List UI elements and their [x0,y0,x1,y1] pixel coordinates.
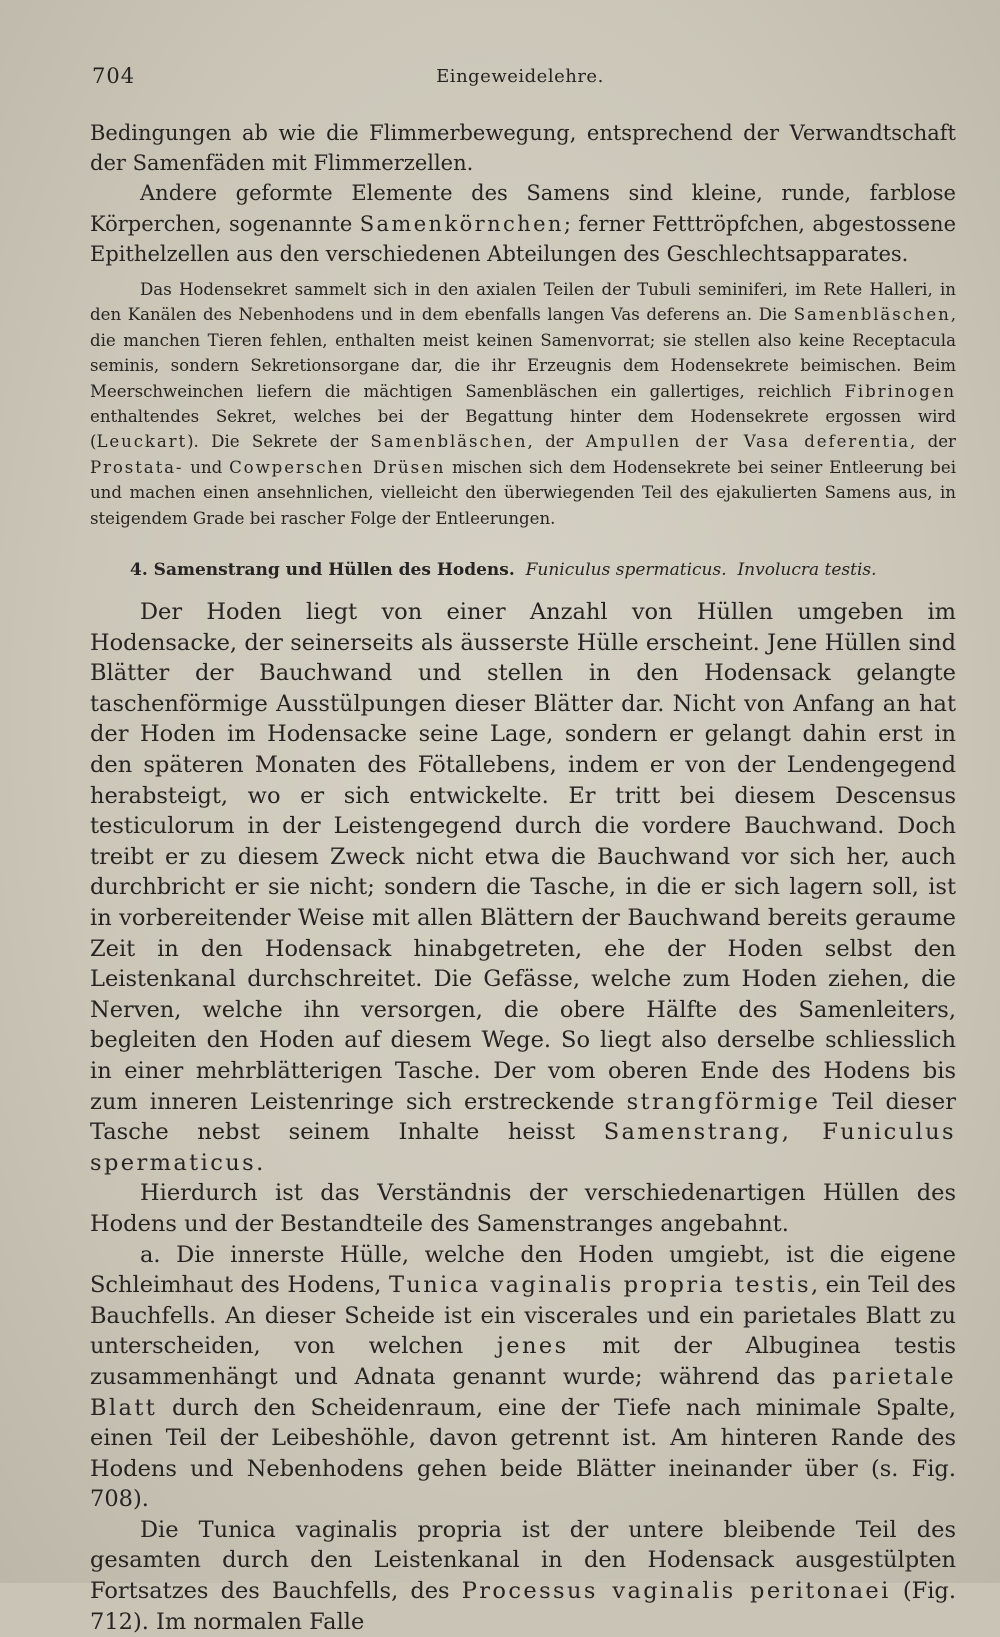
spaced-term: Samenbläschen [370,432,528,452]
running-head: Eingeweidelehre. [436,66,604,87]
spaced-term: jenes [496,1333,569,1360]
section-heading [90,557,956,583]
page-number: 704 [92,64,136,88]
spaced-term: Tunica vaginalis propria testis [388,1272,811,1299]
paragraph-continuation: Bedingungen ab wie die Flimmerbewegung, entsprechend der Verwandtschaft der Samenfäden mit Flimmerzellen. [90,121,956,176]
spaced-term: strangförmige [626,1088,821,1115]
paragraph-samenkoernchen: Andere geformte Elemente des Samens sind kleine, runde, farblose Körperchen, sogenannte Samenkörnchen; ferner Fetttröpfchen, abgestossene Epithelzellen aus den verschiedenen Abteilungen des Geschlechtsapparates. [90,181,956,266]
spaced-term: Leuckart [96,432,188,452]
paragraph-processus-vaginalis: Die Tunica vaginalis propria ist der untere bleibende Teil des gesamten durch den Leistenkanal in den Hodensack ausgestülpten Fortsatzes des Bauchfells, des Processus vaginalis peritonaei (Fig. 712). Im normalen Falle [90,1516,956,1635]
page-body [90,118,956,1637]
spaced-term: Samenkörnchen [359,211,564,236]
spaced-term: Fibrinogen [844,381,956,401]
spaced-term: Samenbläschen [793,305,951,325]
spaced-term: Samenstrang, Funiculus spermaticus [90,1119,956,1176]
section-latin-b: Involucra testis. [737,560,877,581]
small-print-paragraph: Das Hodensekret sammelt sich in den axialen Teilen der Tubuli seminiferi, im Rete Halleri, in den Kanälen des Nebenhodens und in dem ebenfalls langen Vas deferens an. Die Samenbläschen, die manchen Tieren fehlen, enthalten meist keinen Samenvorrat; sie stellen also keine Receptacula seminis, sondern Sekretionsorgane dar, die ihr Erzeugnis dem Hodensekrete beimischen. Beim Meerschweinchen liefern die mächtigen Samenbläschen ein gallertiges, reichlich Fibrinogen enthaltendes Sekret, welches bei der Begattung hinter dem Hodensekrete ergossen wird (Leuckart). Die Sekrete der Samenbläschen, der Ampullen der Vasa deferentia, der Prostata- und Cowperschen Drüsen mischen sich dem Hodensekrete bei seiner Entleerung bei und machen einen ansehnlichen, vielleicht den überwiegenden Teil des ejakulierten Samens aus, in steigendem Grade bei rascher Folge der Entleerungen. [90,280,957,528]
spaced-term: Cowperschen Drüsen [229,457,446,477]
paragraph-huellen: Der Hoden liegt von einer Anzahl von Hüllen umgeben im Hodensacke, der seinerseits als äusserste Hülle erscheint. Jene Hüllen sind Blätter der Bauchwand und stellen in den Hodensack gelangte taschenförmige Ausstülpungen dieser Blätter dar. Nicht von Anfang an hat der Hoden im Hodensacke seine Lage, sondern er gelangt dahin erst in den späteren Monaten des Fötallebens, indem er von der Lendengegend herabsteigt, wo er sich entwickelte. Er tritt bei diesem Descensus testiculorum in der Leistengegend durch die vordere Bauchwand. Doch treibt er zu diesem Zweck nicht etwa die Bauchwand vor sich her, auch durchbricht er sie nicht; sondern die Tasche, in die er sich lagern soll, ist in vorbereitender Weise mit allen Blättern der Bauchwand bereits geraume Zeit in den Hodensack hinabgetreten, ehe der Hoden selbst den Leistenkanal durchschreitet. Die Gefässe, welche zum Hoden ziehen, die Nerven, welche ihn versorgen, die obere Hälfte des Samenleiters, begleiten den Hoden auf diesem Wege. So liegt also derselbe schliesslich in einer mehrblätterigen Tasche. Der vom oberen Ende des Hodens bis zum inneren Leistenringe sich erstreckende strangförmige Teil dieser Tasche nebst seinem Inhalte heisst Samenstrang, Funiculus spermaticus. [90,599,956,1176]
spaced-term: Ampullen der Vasa deferentia [585,432,910,452]
section-title: 4. Samenstrang und Hüllen des Hodens. [130,560,515,581]
paragraph-verstaendnis: Hierdurch ist das Verständnis der verschiedenartigen Hüllen des Hodens und der Bestandteile des Samenstranges angebahnt. [90,1180,956,1237]
spaced-term: Processus vaginalis peritonaei [461,1578,891,1605]
paragraph-tunica-vaginalis: a. Die innerste Hülle, welche den Hoden umgiebt, ist die eigene Schleimhaut des Hodens, Tunica vaginalis propria testis, ein Teil des Bauchfells. An dieser Scheide ist ein viscerales und ein parietales Blatt zu unterscheiden, von welchen jenes mit der Albuginea testis zusammenhängt und Adnata genannt wurde; während das parietale Blatt durch den Scheidenraum, eine der Tiefe nach minimale Spalte, einen Teil der Leibeshöhle, davon getrennt ist. Am hinteren Rande des Hodens und Nebenhodens gehen beide Blätter ineinander über (s. Fig. 708). [90,1241,956,1513]
page-header [92,64,948,100]
spaced-term: parietale Blatt [90,1363,956,1421]
spaced-term: Prostata- [90,457,184,477]
section-latin-a: Funiculus spermaticus. [525,560,727,581]
